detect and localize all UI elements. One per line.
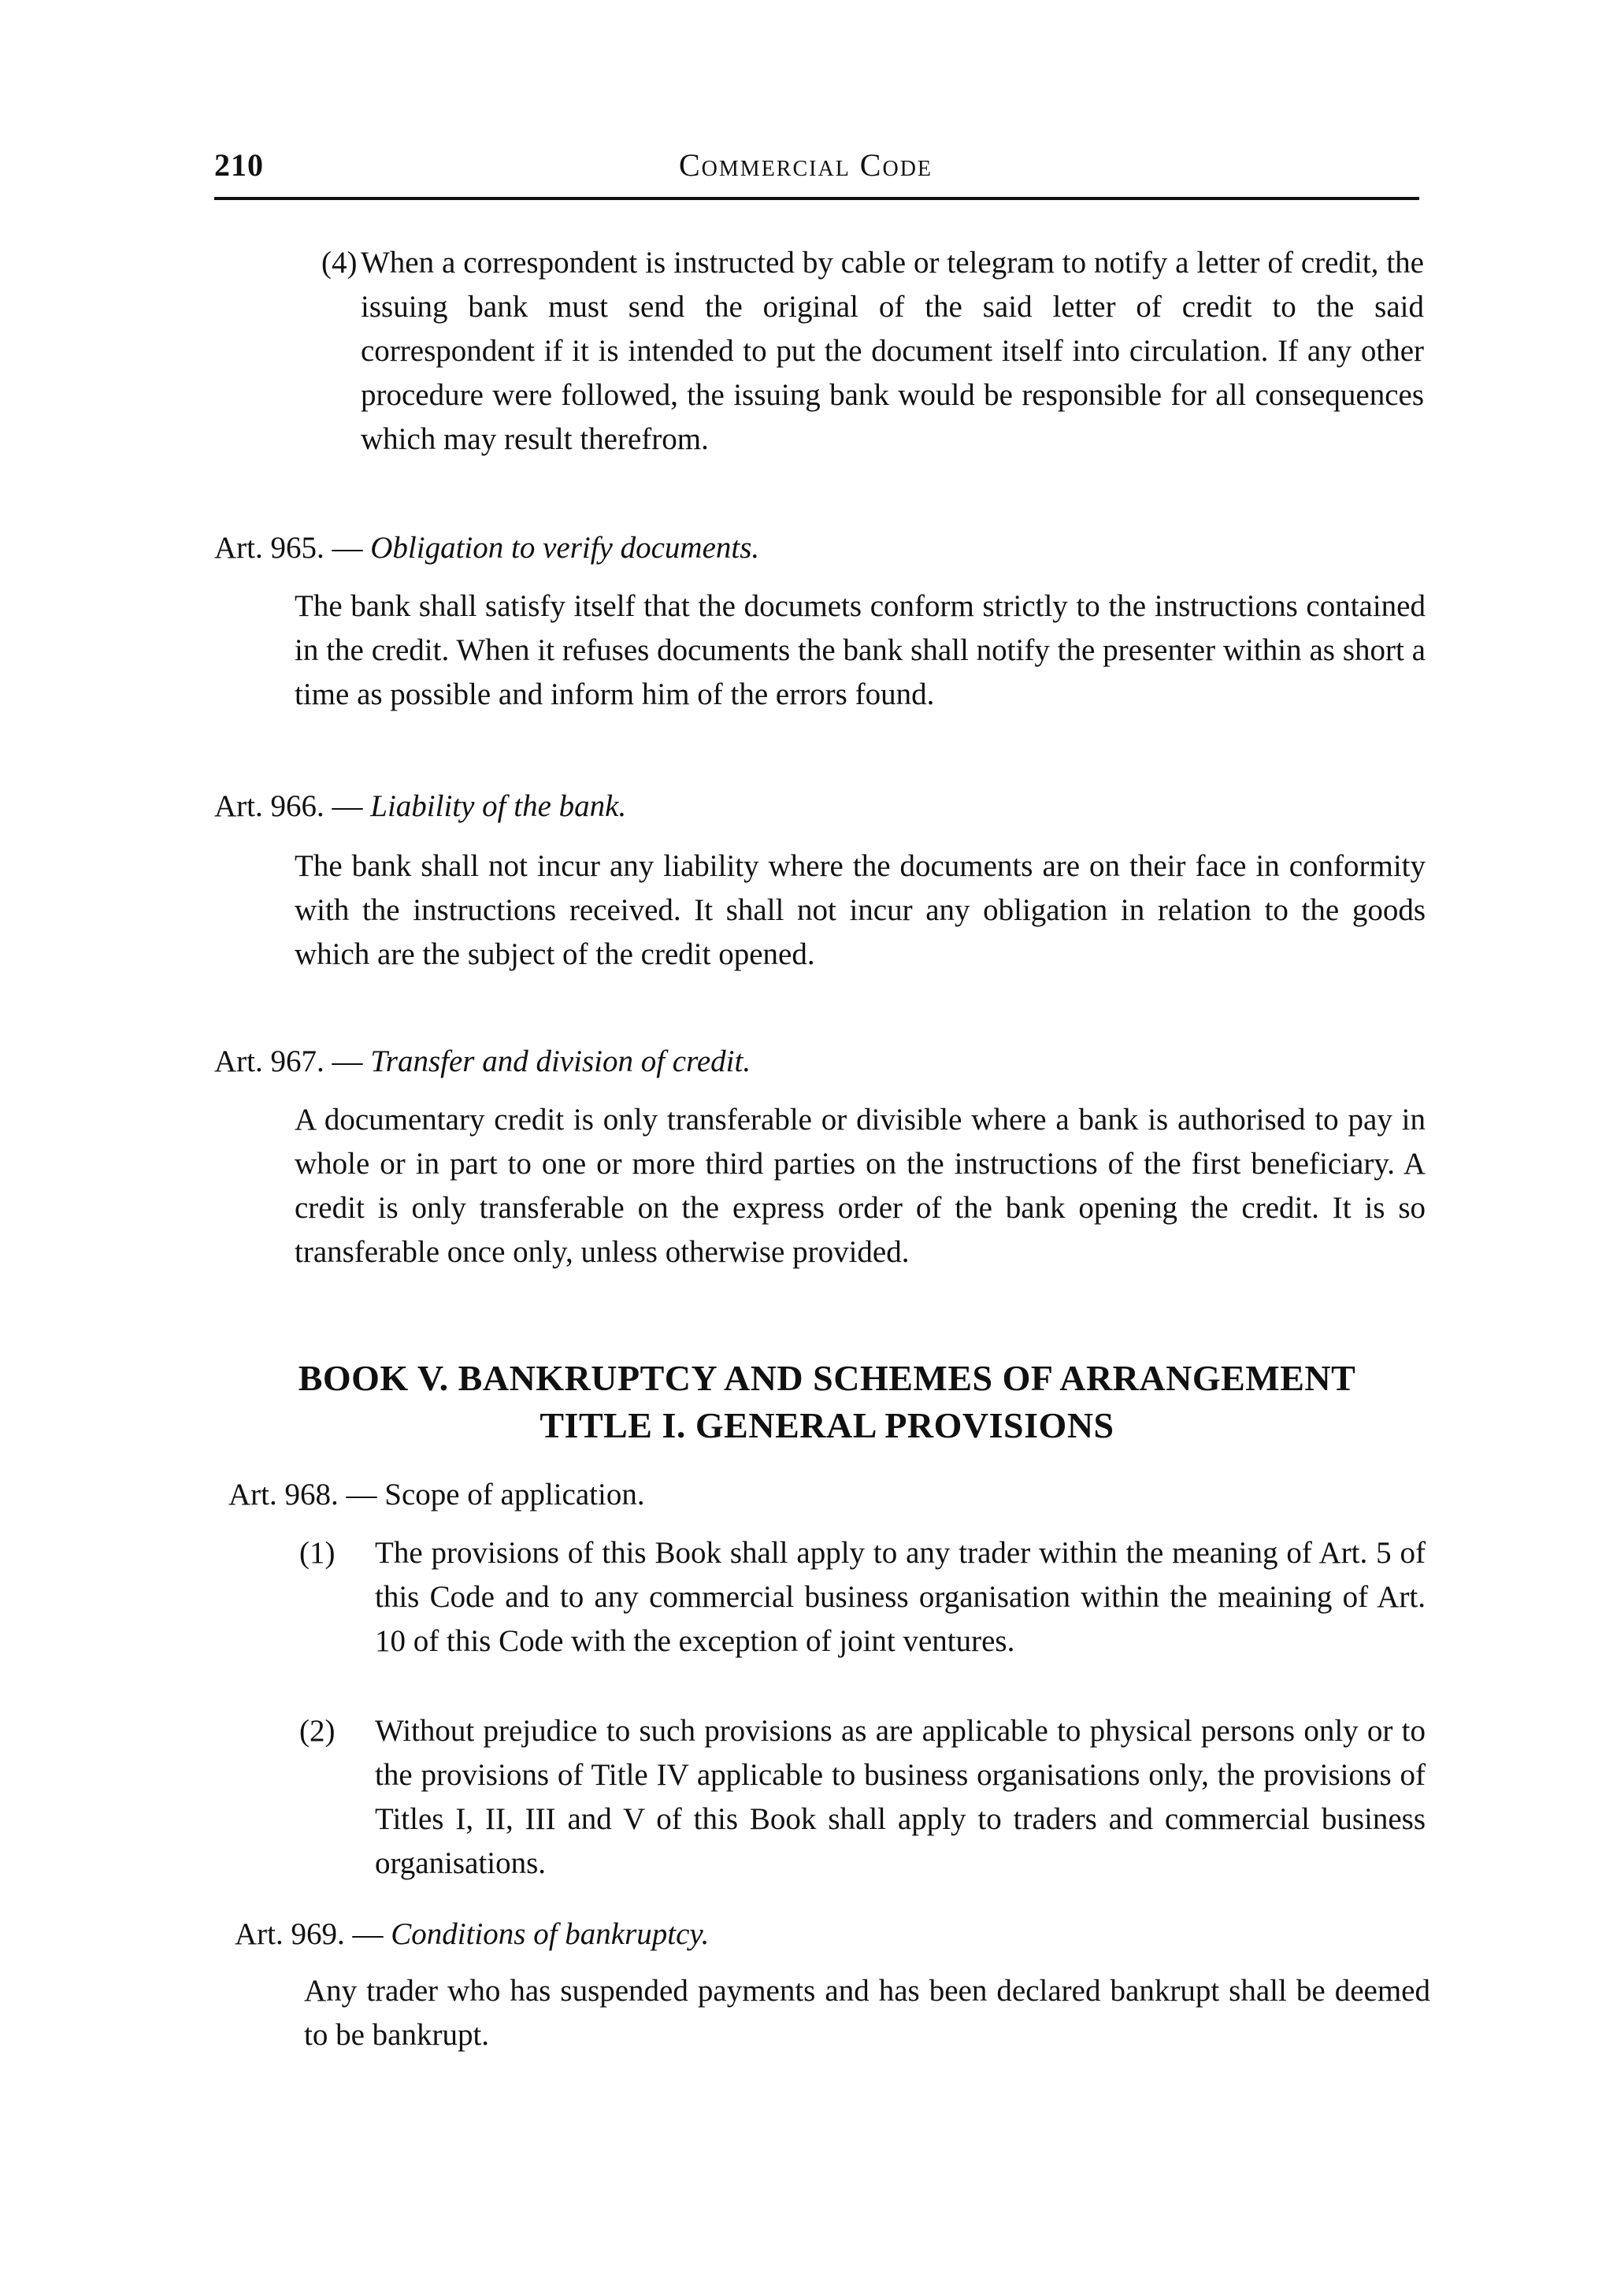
article-number: Art. 968.: [228, 1478, 339, 1512]
heading-dash: —: [346, 1478, 377, 1512]
article-heading: [214, 1040, 751, 1084]
page-header: [214, 147, 1419, 202]
article-text: A documentary credit is only transferable or divisible where a bank is authorised to pay in whole or in part to one or more third parties on the instructions of the first beneficiary. A credit is only transferable on the express order of the bank opening the credit. It is so transferable once only, unless otherwise provided.: [295, 1103, 1426, 1269]
article-number: Art. 969.: [235, 1917, 345, 1951]
article-heading: [228, 1473, 645, 1517]
article-title: Scope of application.: [384, 1478, 645, 1512]
article-text: Any trader who has suspended payments and has been declared bankrupt shall be deemed to be bankrupt.: [304, 1974, 1430, 2052]
heading-dash: —: [332, 789, 363, 823]
article-title: Conditions of bankruptcy.: [391, 1917, 710, 1951]
article-number: Art. 965.: [214, 531, 324, 565]
article-title: Liability of the bank.: [370, 789, 627, 823]
article-number: Art. 966.: [214, 789, 324, 823]
paragraph-text: The provisions of this Book shall apply to any trader within the meaning of Art. 5 of this Code and to any commercial business organisation within the meaining of Art. 10 of this Code with the exception of joint ventures.: [375, 1536, 1426, 1658]
paragraph-number: (4): [321, 246, 358, 280]
book-heading: BOOK V. BANKRUPTCY AND SCHEMES OF ARRANGEMENT: [298, 1358, 1356, 1398]
article-text: The bank shall satisfy itself that the documets conform strictly to the instructions contained in the credit. When it refuses documents the bank shall notify the presenter within as short a time as possible and inform him of the errors found.: [295, 589, 1426, 711]
heading-dash: —: [332, 1044, 363, 1078]
article-heading: [235, 1912, 709, 1957]
article-title: Obligation to verify documents.: [370, 531, 760, 565]
running-title: Commercial Code: [679, 147, 933, 183]
page-number: 210: [214, 147, 264, 183]
heading-dash: —: [352, 1917, 384, 1951]
header-rule: [214, 197, 1419, 200]
paragraph-text: When a correspondent is instructed by cable or telegram to notify a letter of credit, the issuing bank must send the original of the said letter of credit to the said correspondent if it is intended to put the document itself into circulation. If any other procedure were followed, the issuing bank would be responsible for all consequences which may result therefrom.: [361, 246, 1424, 456]
article-heading: [214, 526, 759, 570]
heading-dash: —: [332, 531, 363, 565]
article-heading: [214, 784, 626, 829]
paragraph-number: (2): [299, 1714, 336, 1748]
paragraph-text: Without prejudice to such provisions as are applicable to physical persons only or to the provisions of Title IV applicable to business organisations only, the provisions of Titles I, II, III and V of this Book shall apply to traders and commercial business organisations.: [375, 1714, 1426, 1880]
title-heading: TITLE I. GENERAL PROVISIONS: [540, 1405, 1114, 1445]
article-number: Art. 967.: [214, 1044, 324, 1078]
article-text: The bank shall not incur any liability where the documents are on their face in conformity with the instructions received. It shall not incur any obligation in relation to the goods which are the subject of the credit opened.: [295, 849, 1426, 971]
paragraph-number: (1): [299, 1536, 336, 1570]
article-title: Transfer and division of credit.: [370, 1044, 751, 1078]
